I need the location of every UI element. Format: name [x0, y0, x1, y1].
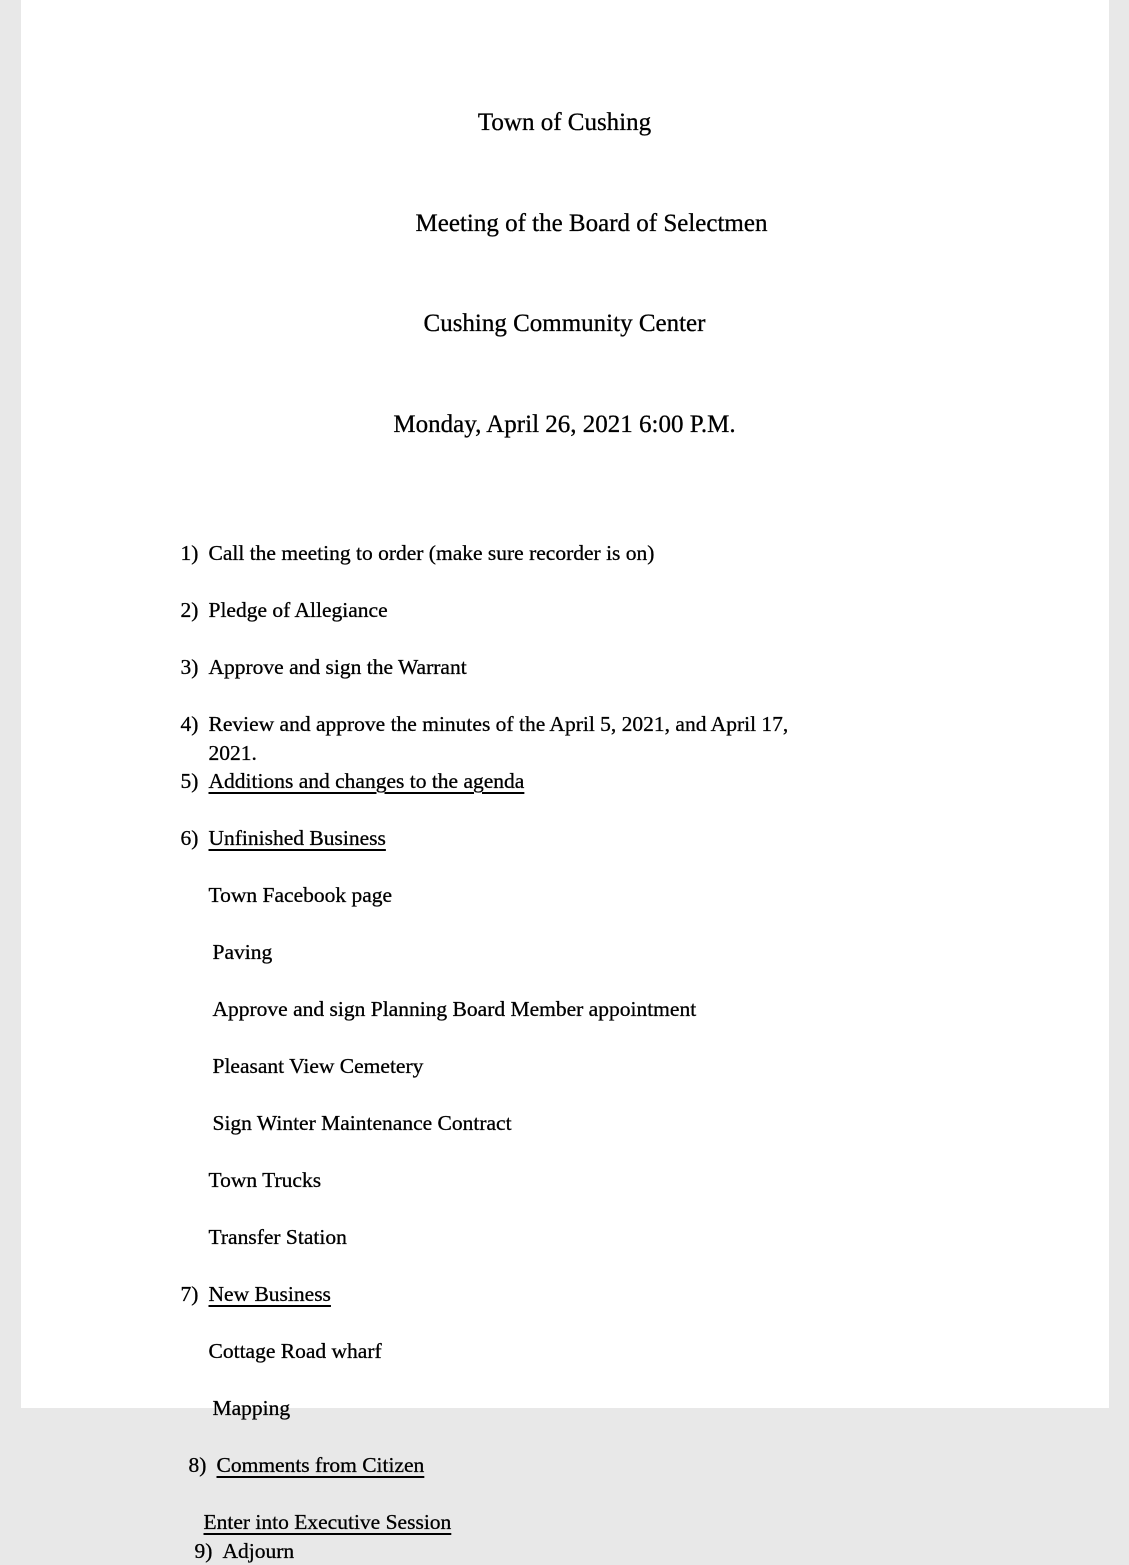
agenda-item-5-additions-changes-agenda	[181, 767, 941, 796]
agenda-subitem-town-facebook-page	[181, 881, 941, 910]
agenda-item-9-adjourn	[195, 1537, 941, 1565]
item-text-line-2: 2021.	[209, 741, 257, 765]
agenda-list	[181, 539, 941, 1565]
agenda-subitem-transfer-station	[181, 1223, 941, 1252]
agenda-item-3-approve-sign-warrant	[181, 653, 941, 682]
item-number: 8)	[189, 1451, 217, 1480]
title-date-time: Monday, April 26, 2021 6:00 P.M.	[21, 408, 1109, 442]
document-title-block	[21, 0, 1109, 508]
item-text	[209, 710, 789, 767]
item-text: Town Trucks	[209, 1166, 322, 1195]
agenda-subitem-winter-maintenance-contract	[185, 1109, 941, 1138]
item-text: Town Facebook page	[209, 881, 393, 910]
agenda-subitem-mapping	[185, 1394, 941, 1423]
title-meeting-name: Meeting of the Board of Selectmen	[48, 207, 1129, 241]
item-text: Call the meeting to order (make sure recorder is on)	[209, 539, 655, 568]
agenda-item-4-review-approve-minutes	[181, 710, 941, 767]
agenda-subitem-town-trucks	[181, 1166, 941, 1195]
agenda-subitem-pleasant-view-cemetery	[185, 1052, 941, 1081]
item-text: Pledge of Allegiance	[209, 596, 388, 625]
agenda-item-7-new-business	[181, 1280, 941, 1309]
item-text: New Business	[209, 1280, 331, 1309]
agenda-document-page	[21, 0, 1109, 1408]
title-town-name: Town of Cushing	[21, 106, 1109, 140]
item-text: Unfinished Business	[209, 824, 386, 853]
item-number: 5)	[181, 767, 209, 796]
item-text: Approve and sign the Warrant	[209, 653, 467, 682]
item-text: Transfer Station	[209, 1223, 347, 1252]
item-text: Pleasant View Cemetery	[213, 1052, 424, 1081]
item-text: Sign Winter Maintenance Contract	[213, 1109, 512, 1138]
item-number: 2)	[181, 596, 209, 625]
agenda-subitem-paving	[185, 938, 941, 967]
item-number: 7)	[181, 1280, 209, 1309]
item-number: 1)	[181, 539, 209, 568]
agenda-item-1-call-to-order	[181, 539, 941, 568]
item-text: Enter into Executive Session	[204, 1508, 452, 1537]
agenda-item-8-comments-from-citizen	[189, 1451, 941, 1480]
agenda-subitem-cottage-road-wharf	[181, 1337, 941, 1366]
item-text: Approve and sign Planning Board Member appointment	[213, 995, 697, 1024]
item-text: Additions and changes to the agenda	[209, 767, 525, 796]
item-number: 9)	[195, 1537, 223, 1565]
item-text: Paving	[213, 938, 273, 967]
item-text: Mapping	[213, 1394, 291, 1423]
agenda-subitem-planning-board-appointment	[185, 995, 941, 1024]
title-location: Cushing Community Center	[21, 307, 1109, 341]
item-text-line-1: Review and approve the minutes of the April 5, 2021, and April 17,	[209, 712, 789, 736]
agenda-item-2-pledge-of-allegiance	[181, 596, 941, 625]
item-number: 6)	[181, 824, 209, 853]
item-text: Cottage Road wharf	[209, 1337, 382, 1366]
agenda-item-6-unfinished-business	[181, 824, 941, 853]
agenda-subitem-enter-executive-session	[176, 1508, 941, 1537]
item-text: Adjourn	[223, 1537, 295, 1565]
item-number: 3)	[181, 653, 209, 682]
item-number: 4)	[181, 710, 209, 739]
item-text: Comments from Citizen	[217, 1451, 425, 1480]
